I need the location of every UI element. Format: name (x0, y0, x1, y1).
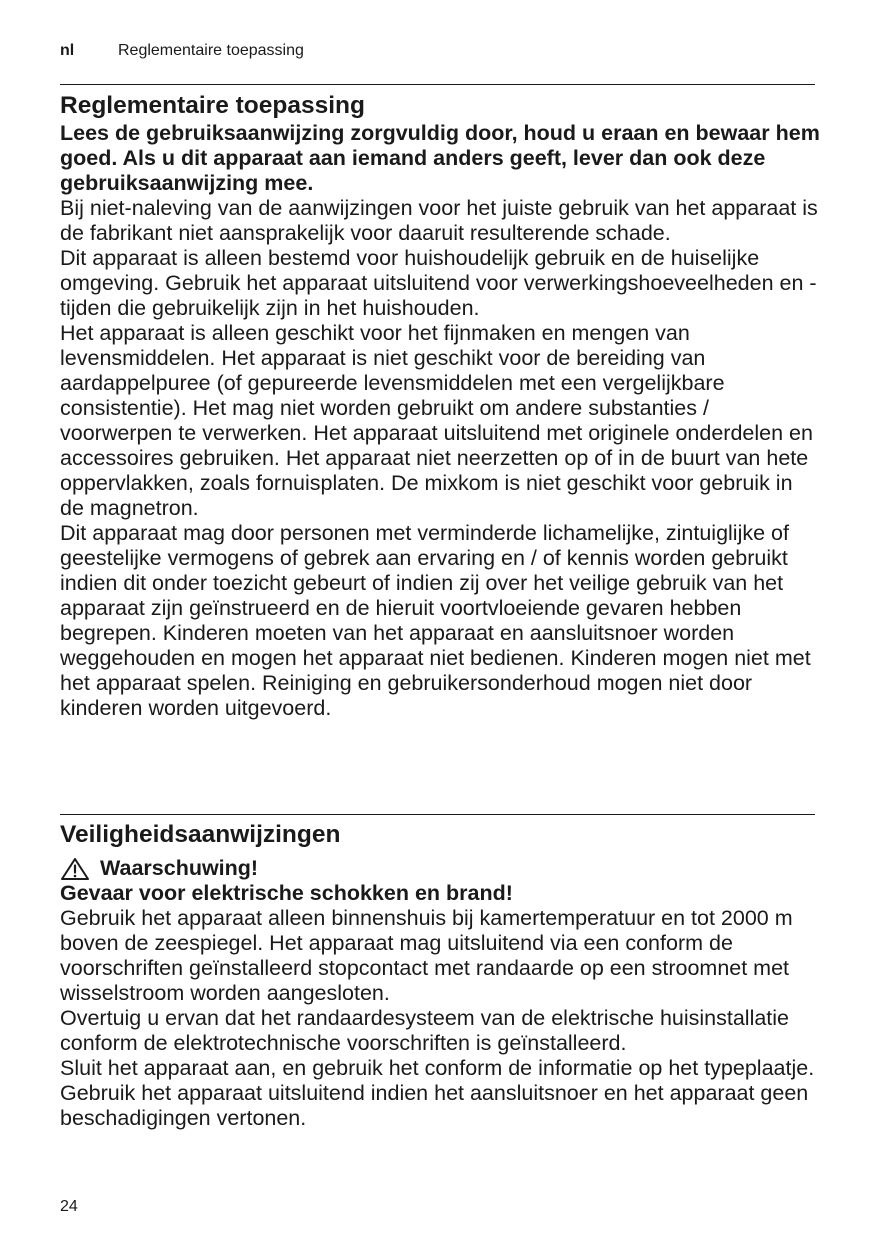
section-reglementaire-toepassing (60, 91, 820, 721)
paragraph-liability: Bij niet-naleving van de aanwijzingen voor het juiste gebruik van het apparaat is de fabrikant niet aansprakelijk voor daaruit resulterende schade. (60, 196, 818, 245)
section-divider-safety (60, 814, 815, 815)
lead-paragraph: Lees de gebruiksaanwijzing zorgvuldig door, houd u eraan en bewaar hem goed. Als u dit apparaat aan iemand anders geeft, lever dan ook deze gebruiksaanwijzing mee. (60, 121, 820, 195)
paragraph-indoor-use: Gebruik het apparaat alleen binnenshuis bij kamertemperatuur en tot 2000 m boven de zeespiegel. Het apparaat mag uitsluitend via een conform de voorschriften geïnstalleerd stopcontact met randaarde op een stroomnet met wisselstroom worden aangesloten. (60, 906, 793, 1005)
section-veiligheidsaanwijzingen (60, 820, 820, 1131)
paragraph-earthing: Overtuig u ervan dat het randaardesysteem van de elektrische huisinstallatie conform de elektrotechnische voorschriften is geïnstalleerd. (60, 1006, 790, 1055)
section-divider-top (60, 84, 815, 85)
section-heading: Veiligheidsaanwijzingen (60, 821, 341, 848)
warning-heading (60, 856, 820, 881)
paragraph-intended-use: Het apparaat is alleen geschikt voor het fijnmaken en mengen van levensmiddelen. Het apparaat is niet geschikt voor de bereiding van aardappelpuree (of gepureerde levensmiddelen met een vergelijkbare consistentie). Het mag niet worden gebruikt om andere substanties / voorwerpen te verwerken. Het apparaat uitsluitend met originele onderdelen en accessoires gebruiken. Het apparaat niet neerzetten op of in de buurt van hete oppervlakken, zoals fornuisplaten. De mixkom is niet geschikt voor gebruik in de magnetron. (60, 321, 813, 520)
hazard-heading: Gevaar voor elektrische schokken en brand! (60, 881, 513, 905)
section-heading: Reglementaire toepassing (60, 92, 365, 119)
language-code: nl (60, 42, 75, 59)
warning-triangle-icon (60, 857, 90, 881)
paragraph-persons-children: Dit apparaat mag door personen met verminderde lichamelijke, zintuiglijke of geestelijke vermogens of gebrek aan ervaring en / of kennis worden gebruikt indien dit onder toezicht gebeurt of indien zij over het veilige gebruik van het apparaat zijn geïnstrueerd en de hieruit voortvloeiende gevaren hebben begrepen. Kinderen moeten van het apparaat en aansluitsnoer worden weggehouden en mogen het apparaat niet bedienen. Kinderen mogen niet met het apparaat spelen. Reiniging en gebruikersonderhoud mogen niet door kinderen worden uitgevoerd. (60, 521, 811, 720)
paragraph-rating-plate: Sluit het apparaat aan, en gebruik het conform de informatie op het typeplaatje. Gebruik het apparaat uitsluitend indien het aansluitsnoer en het apparaat geen beschadigingen vertonen. (60, 1056, 815, 1130)
running-header (60, 41, 304, 61)
paragraph-household-use: Dit apparaat is alleen bestemd voor huishoudelijk gebruik en de huiselijke omgeving. Gebruik het apparaat uitsluitend voor verwerkingshoeveelheden en -tijden die gebruikelijk zijn in het huishouden. (60, 246, 817, 320)
page-number: 24 (60, 1198, 78, 1215)
warning-label: Waarschuwing! (100, 856, 259, 880)
running-header-title: Reglementaire toepassing (118, 42, 304, 59)
